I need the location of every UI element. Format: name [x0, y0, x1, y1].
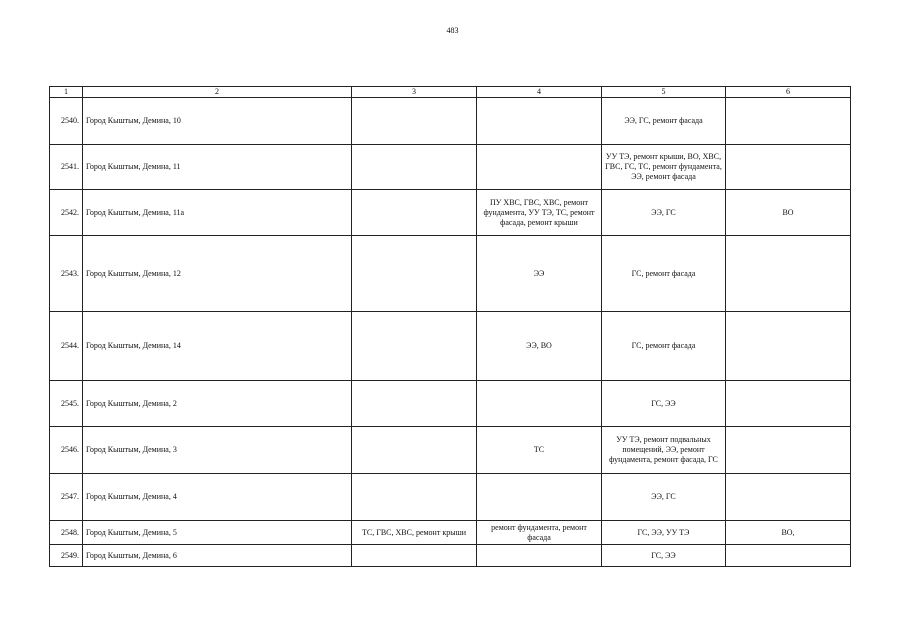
- address-cell: Город Кыштым, Демина, 5: [83, 521, 352, 545]
- table-row: [50, 521, 851, 545]
- address-cell: Город Кыштым, Демина, 14: [83, 312, 352, 381]
- row-number: 2548.: [50, 521, 83, 545]
- column-5-cell: УУ ТЭ, ремонт подвальных помещений, ЭЭ, ремонт фундамента, ремонт фасада, ГС: [602, 427, 726, 474]
- table-row: [50, 545, 851, 567]
- column-5-cell: ЭЭ, ГС: [602, 190, 726, 236]
- column-3-cell: [352, 545, 477, 567]
- table-row: [50, 236, 851, 312]
- address-cell: Город Кыштым, Демина, 10: [83, 98, 352, 145]
- column-6-cell: [726, 474, 851, 521]
- column-5-cell: УУ ТЭ, ремонт крыши, ВО, ХВС, ГВС, ГС, ТС, ремонт фундамента, ЭЭ, ремонт фасада: [602, 145, 726, 190]
- table-row: [50, 190, 851, 236]
- table-row: [50, 427, 851, 474]
- column-header: 6: [726, 87, 851, 98]
- table-header-row: [50, 87, 851, 98]
- column-6-cell: [726, 98, 851, 145]
- row-number: 2545.: [50, 381, 83, 427]
- column-6-cell: [726, 145, 851, 190]
- table-row: [50, 145, 851, 190]
- column-6-cell: ВО: [726, 190, 851, 236]
- column-header: 4: [477, 87, 602, 98]
- column-3-cell: [352, 190, 477, 236]
- column-5-cell: ЭЭ, ГС, ремонт фасада: [602, 98, 726, 145]
- row-number: 2546.: [50, 427, 83, 474]
- column-6-cell: [726, 545, 851, 567]
- column-4-cell: [477, 545, 602, 567]
- address-cell: Город Кыштым, Демина, 6: [83, 545, 352, 567]
- column-header: 3: [352, 87, 477, 98]
- column-4-cell: [477, 145, 602, 190]
- row-number: 2549.: [50, 545, 83, 567]
- row-number: 2543.: [50, 236, 83, 312]
- column-4-cell: ремонт фундамента, ремонт фасада: [477, 521, 602, 545]
- column-3-cell: [352, 145, 477, 190]
- column-6-cell: ВО,: [726, 521, 851, 545]
- row-number: 2544.: [50, 312, 83, 381]
- column-5-cell: ГС, ЭЭ, УУ ТЭ: [602, 521, 726, 545]
- column-4-cell: ЭЭ: [477, 236, 602, 312]
- row-number: 2540.: [50, 98, 83, 145]
- column-header: 1: [50, 87, 83, 98]
- row-number: 2541.: [50, 145, 83, 190]
- column-4-cell: [477, 98, 602, 145]
- column-6-cell: [726, 236, 851, 312]
- row-number: 2542.: [50, 190, 83, 236]
- column-5-cell: ГС, ЭЭ: [602, 545, 726, 567]
- address-cell: Город Кыштым, Демина, 11: [83, 145, 352, 190]
- column-header: 5: [602, 87, 726, 98]
- column-5-cell: ГС, ремонт фасада: [602, 236, 726, 312]
- column-3-cell: [352, 381, 477, 427]
- column-4-cell: [477, 381, 602, 427]
- table-row: [50, 98, 851, 145]
- address-cell: Город Кыштым, Демина, 3: [83, 427, 352, 474]
- address-cell: Город Кыштым, Демина, 4: [83, 474, 352, 521]
- table-row: [50, 474, 851, 521]
- column-5-cell: ЭЭ, ГС: [602, 474, 726, 521]
- table-row: [50, 381, 851, 427]
- column-4-cell: [477, 474, 602, 521]
- column-6-cell: [726, 312, 851, 381]
- column-3-cell: [352, 474, 477, 521]
- row-number: 2547.: [50, 474, 83, 521]
- column-4-cell: ТС: [477, 427, 602, 474]
- column-6-cell: [726, 381, 851, 427]
- column-3-cell: [352, 236, 477, 312]
- column-5-cell: ГС, ЭЭ: [602, 381, 726, 427]
- table-row: [50, 312, 851, 381]
- column-3-cell: [352, 98, 477, 145]
- buildings-table: [49, 86, 851, 567]
- column-4-cell: ПУ ХВС, ГВС, ХВС, ремонт фундамента, УУ ТЭ, ТС, ремонт фасада, ремонт крыши: [477, 190, 602, 236]
- column-5-cell: ГС, ремонт фасада: [602, 312, 726, 381]
- page-number: 483: [446, 26, 459, 35]
- column-4-cell: ЭЭ, ВО: [477, 312, 602, 381]
- column-header: 2: [83, 87, 352, 98]
- column-3-cell: [352, 312, 477, 381]
- address-cell: Город Кыштым, Демина, 11а: [83, 190, 352, 236]
- column-3-cell: ТС, ГВС, ХВС, ремонт крыши: [352, 521, 477, 545]
- column-6-cell: [726, 427, 851, 474]
- address-cell: Город Кыштым, Демина, 2: [83, 381, 352, 427]
- address-cell: Город Кыштым, Демина, 12: [83, 236, 352, 312]
- column-3-cell: [352, 427, 477, 474]
